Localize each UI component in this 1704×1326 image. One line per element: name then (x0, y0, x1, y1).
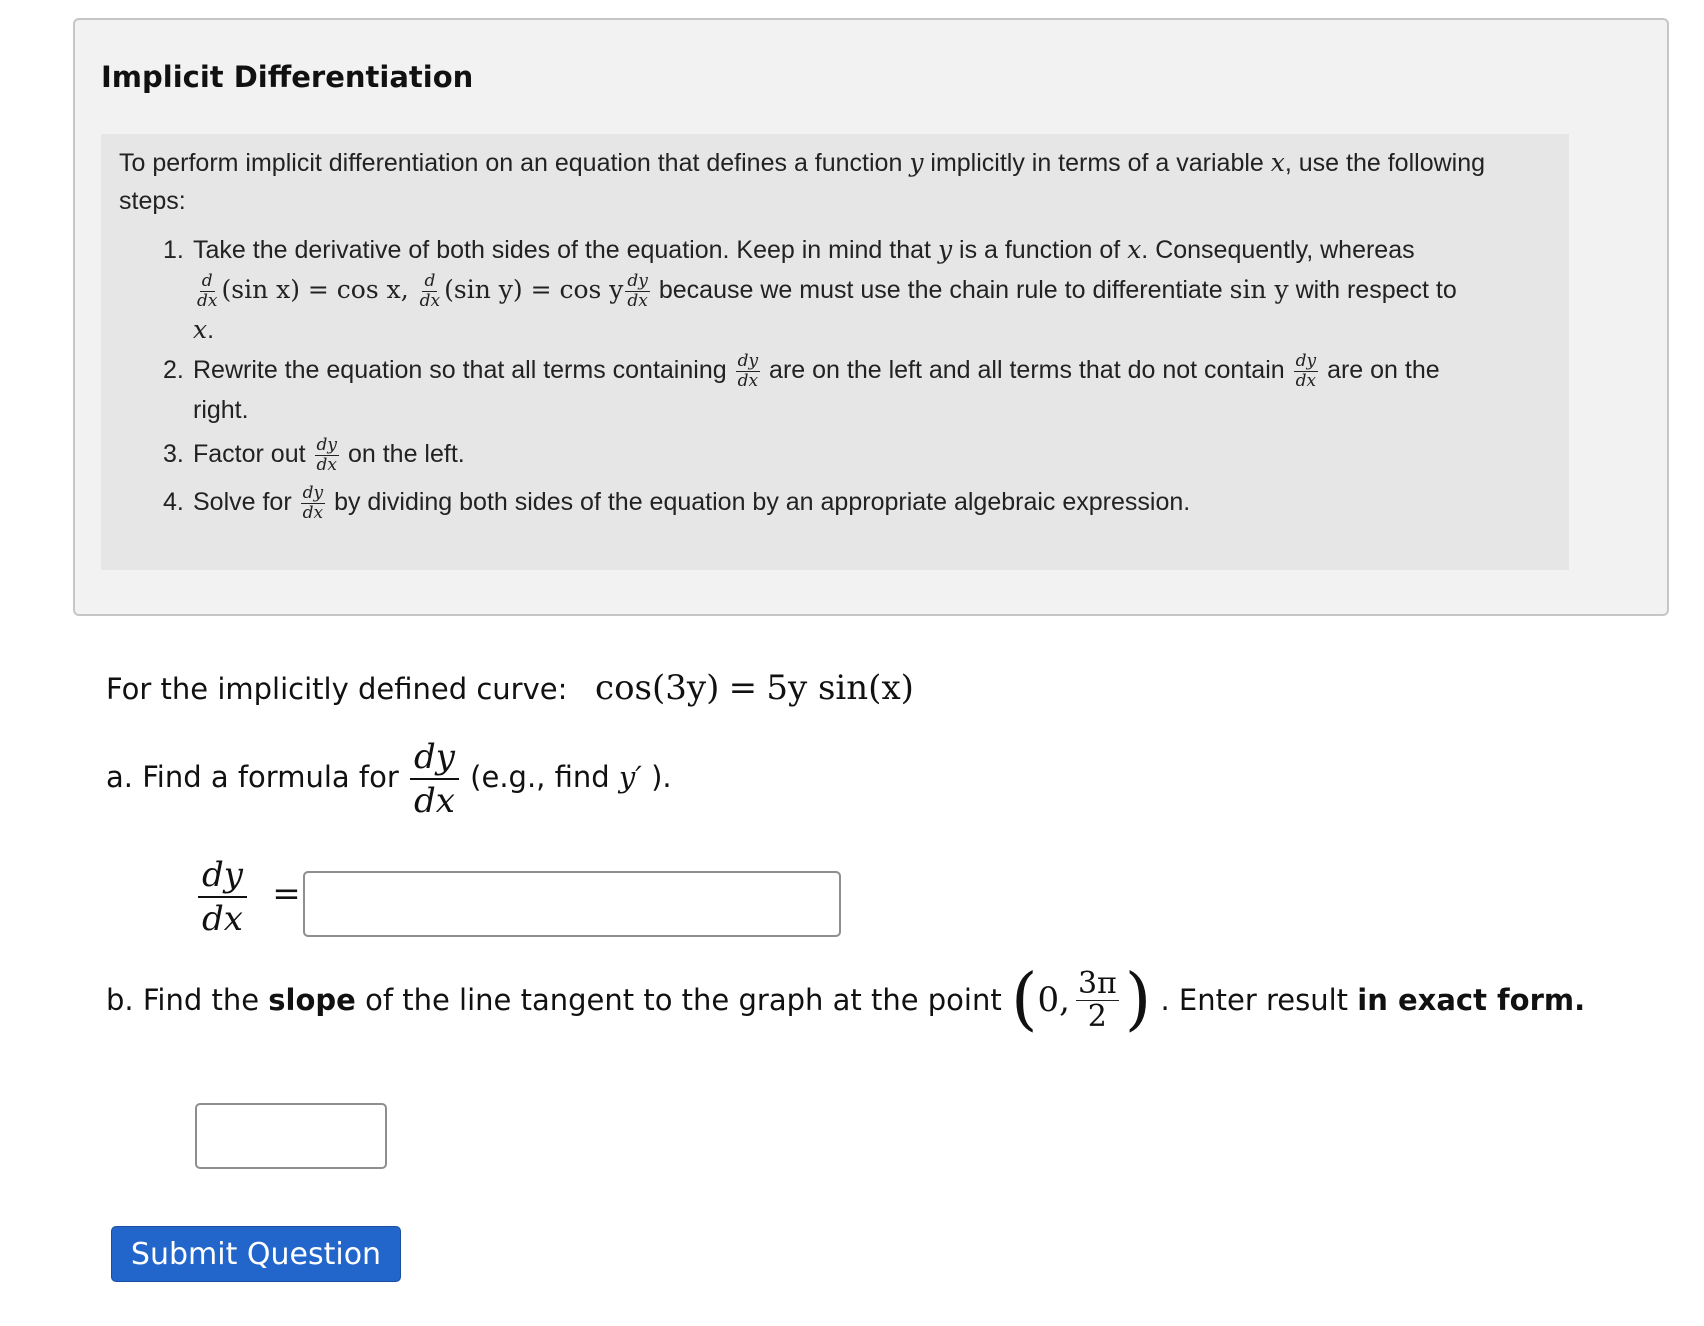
d-dx-fraction: $\frac{d}{dx}$ (419, 270, 441, 311)
dy-dx-fraction: $\frac{dy}{dx}$ (627, 270, 648, 311)
dy-dx-fraction: $\frac{dy}{dx}$ (302, 482, 324, 523)
slope-answer-input[interactable] (195, 1103, 387, 1169)
instruction-box (73, 18, 1669, 616)
instruction-panel: To perform implicit differentiation on an equation that defines a function y implicitly in terms of a variable x, use the following steps: 1. Take the derivative of both sides of the equation. Keep in mind that y is a function of x. Consequently, whereas $\frac{d}{dx}$ (sin x) = cos x, $\frac{d}{dx}$ (sin y) = cos y $\frac{dy}{dx}$ because we must use the chain rule to differentiate sin y with respect to x. 2. Rewrite the equation so that all terms containing $\frac{dy}{dx}$ are on the left and all terms that do not contain $\frac{dy}{dx}$ are on the right. 3. Factor out $\frac{dy}{dx}$ on the left. 4. Solve for $\frac{dy}{dx}$ by dividing both sides of the equation by an appropriate algebraic expression. (101, 134, 1569, 570)
dy-dx-fraction: $\frac{dy}{dx}$ (316, 434, 338, 475)
submit-question-button[interactable]: Submit Question (111, 1226, 401, 1282)
intro-text: To perform implicit differentiation on an equation that defines a function y implicitly in terms of a variable x, use the following steps: (119, 148, 1486, 215)
dy-dx-fraction: $\frac{dy}{dx}$ (737, 350, 759, 391)
dy-dx-fraction: $\frac{dy}{dx}$ (410, 740, 459, 818)
dy-dx-fraction: $\frac{dy}{dx}$ (198, 858, 247, 936)
dy-dx-answer-input[interactable] (303, 871, 841, 937)
curve-statement: For the implicitly defined curve: cos(3y) = 5y sin(x) (106, 668, 914, 708)
part-a-equation: $\frac{dy}{dx}$ = (196, 858, 301, 936)
box-title: Implicit Differentiation (101, 60, 474, 94)
dy-dx-fraction: $\frac{dy}{dx}$ (1295, 350, 1317, 391)
d-dx-fraction: $\frac{d}{dx}$ (197, 270, 218, 311)
part-b-prompt: b. Find the slope of the line tangent to the graph at the point ( 0, $\frac{3\pi}{2}$ ) . Enter result in exact form. (106, 960, 1586, 1039)
three-pi-over-two: $\frac{3\pi}{2}$ (1077, 965, 1117, 1034)
part-a-prompt: a. Find a formula for $\frac{dy}{dx}$ (e.g., find y′ ). (106, 737, 672, 821)
